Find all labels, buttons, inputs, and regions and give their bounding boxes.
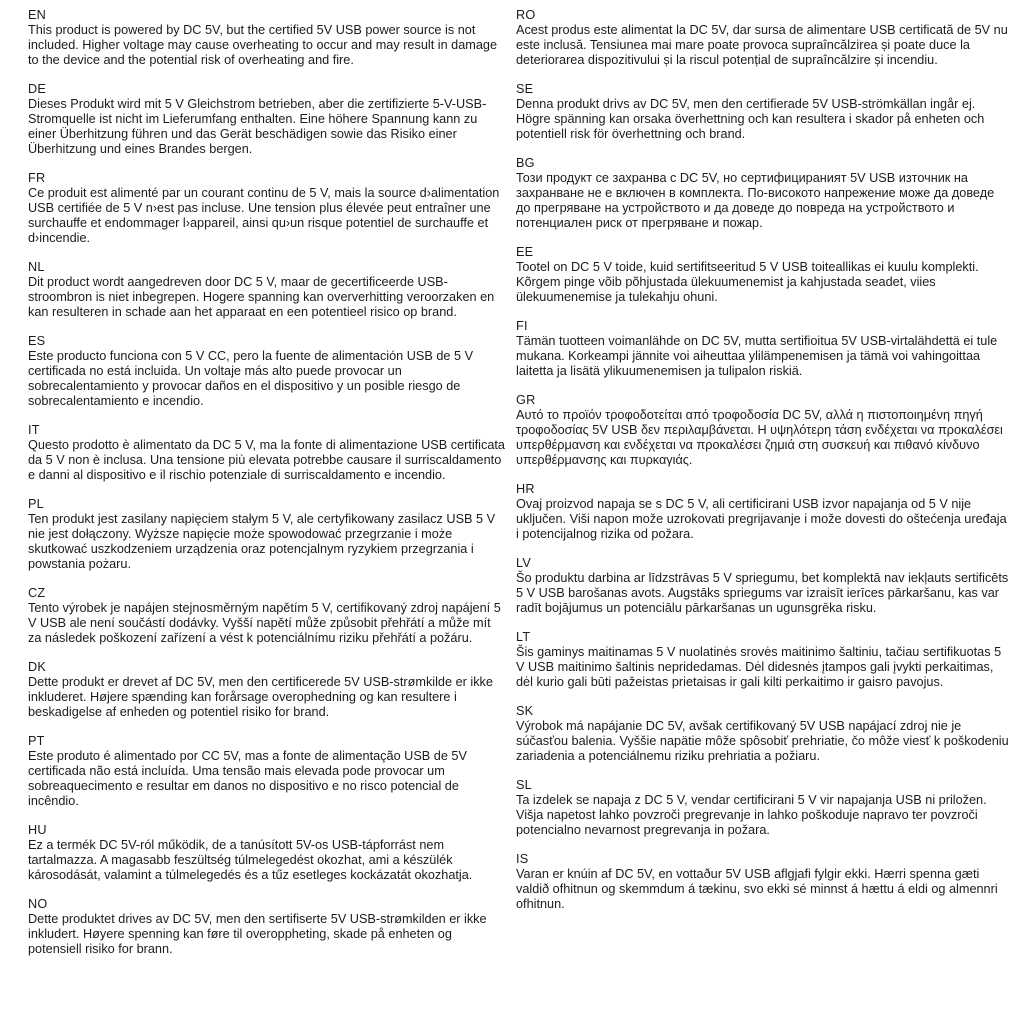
lang-text-cz: Tento výrobek je napájen stejnosměrným napětím 5 V, certifikovaný zdroj napájení 5 V USB ale není součástí dodávky. Vyšší napětí může způsobit přehřátí a může mít za následek poškození zařízení a vést k potenciálnímu riziku přehřátí a požáru. xyxy=(28,601,501,645)
lang-code-ro: RO xyxy=(516,8,536,22)
lang-code-bg: BG xyxy=(516,156,535,170)
lang-block-es xyxy=(28,334,506,409)
lang-code-se: SE xyxy=(516,82,534,96)
lang-text-lt: Šis gaminys maitinamas 5 V nuolatinės srovės maitinimo šaltiniu, tačiau sertifikuotas 5 V USB maitinimo šaltinis nepridedamas. Dėl didesnės įtampos gali įvykti perkaitimas, dėl kurio gali būti pažeistas prietaisas ir gali kilti perkaitimo ir gaisro pavojus. xyxy=(516,645,1002,689)
lang-text-en: This product is powered by DC 5V, but the certified 5V USB power source is not included. Higher voltage may cause overheating to occur and may result in damage to the device and the potential risk of overheating and fire. xyxy=(28,23,497,67)
lang-block-fi xyxy=(516,319,1010,379)
lang-block-dk xyxy=(28,660,506,720)
lang-code-en: EN xyxy=(28,8,47,22)
lang-code-pt: PT xyxy=(28,734,45,748)
lang-text-ee: Tootel on DC 5 V toide, kuid sertifitseeritud 5 V USB toiteallikas ei kuulu komplekti. Kõrgem pinge võib põhjustada ülekuumenemist ja kahjustada seadet, viies ülekuumenemise ja tulekahju ohuni. xyxy=(516,260,979,304)
lang-text-dk: Dette produkt er drevet af DC 5V, men den certificerede 5V USB-strømkilde er ikke inkluderet. Højere spænding kan forårsage overophedning og kan resultere i beskadigelse af enheden og potentiel risiko for brand. xyxy=(28,675,493,719)
lang-block-fr xyxy=(28,171,506,246)
lang-block-de xyxy=(28,82,506,157)
lang-block-sl xyxy=(516,778,1010,838)
lang-block-lv xyxy=(516,556,1010,616)
lang-code-lv: LV xyxy=(516,556,531,570)
lang-text-nl: Dit product wordt aangedreven door DC 5 V, maar de gecertificeerde USB-stroombron is niet inbegrepen. Hogere spanning kan oververhitting veroorzaken en kan resulteren in schade aan het apparaat en een potentieel risico op brand. xyxy=(28,275,495,319)
lang-text-se: Denna produkt drivs av DC 5V, men den certifierade 5V USB-strömkällan ingår ej. Högre spänning kan orsaka överhettning och kan resultera i skador på enheten och potentiell risk för överhettning och brand. xyxy=(516,97,985,141)
lang-text-no: Dette produktet drives av DC 5V, men den sertifiserte 5V USB-strømkilden er ikke inkludert. Høyere spenning kan føre til overoppheting, skade på enheten og potensiell risiko for brann. xyxy=(28,912,487,956)
lang-block-it xyxy=(28,423,506,483)
lang-block-hr xyxy=(516,482,1010,542)
lang-text-fr: Ce produit est alimenté par un courant continu de 5 V, mais la source d›alimentation USB certifiée de 5 V n›est pas incluse. Une tension plus élevée peut entraîner une surchauffe et endommager l›appareil, ainsi qu›un risque potentiel de surchauffe et d›incendie. xyxy=(28,186,500,245)
lang-code-cz: CZ xyxy=(28,586,46,600)
lang-block-cz xyxy=(28,586,506,646)
lang-block-sk xyxy=(516,704,1010,764)
lang-code-lt: LT xyxy=(516,630,531,644)
lang-code-fi: FI xyxy=(516,319,528,333)
lang-block-lt xyxy=(516,630,1010,690)
lang-block-hu xyxy=(28,823,506,883)
lang-code-dk: DK xyxy=(28,660,47,674)
lang-text-fi: Tämän tuotteen voimanlähde on DC 5V, mutta sertifioitua 5V USB-virtalähdettä ei tule mukana. Korkeampi jännite voi aiheuttaa ylilämpenemisen ja tämä voi vahingoittaa laitetta ja lisätä ylikuumenemisen ja tulipalon riskiä. xyxy=(516,334,998,378)
lang-block-gr xyxy=(516,393,1010,468)
lang-text-hr: Ovaj proizvod napaja se s DC 5 V, ali certificirani USB izvor napajanja od 5 V nije uključen. Viši napon može uzrokovati pregrijavanje i može dovesti do oštećenja uređaja i potencijalnog rizika od požara. xyxy=(516,497,1007,541)
lang-text-de: Dieses Produkt wird mit 5 V Gleichstrom betrieben, aber die zertifizierte 5-V-USB-Stromquelle ist nicht im Lieferumfang enthalten. Eine höhere Spannung kann zu einer Überhitzung führen und das Gerät beschädigen sowie das Risiko einer Überhitzung und eines Brandes bergen. xyxy=(28,97,487,156)
lang-code-fr: FR xyxy=(28,171,46,185)
lang-text-sk: Výrobok má napájanie DC 5V, avšak certifikovaný 5V USB napájací zdroj nie je súčasťou balenia. Vyššie napätie môže spôsobiť prehriatie, čo môže viesť k poškodeniu zariadenia a potenciálnemu riziku prehriatia a požiaru. xyxy=(516,719,1009,763)
lang-code-hu: HU xyxy=(28,823,47,837)
lang-code-hr: HR xyxy=(516,482,535,496)
lang-text-ro: Acest produs este alimentat la DC 5V, dar sursa de alimentare USB certificată de 5V nu este inclusă. Tensiunea mai mare poate provoca supraîncălzirea și poate duce la deteriorarea dispozitivului și la riscul potențial de supraîncălzire și incendiu. xyxy=(516,23,1008,67)
lang-text-es: Este producto funciona con 5 V CC, pero la fuente de alimentación USB de 5 V certificada no está incluida. Un voltaje más alto puede provocar un sobrecalentamiento y provocar daños en el dispositivo y un posible riesgo de sobrecalentamiento e incendio. xyxy=(28,349,474,408)
lang-block-ro xyxy=(516,8,1010,68)
lang-code-sl: SL xyxy=(516,778,532,792)
lang-code-ee: EE xyxy=(516,245,534,259)
lang-code-gr: GR xyxy=(516,393,536,407)
lang-text-lv: Šo produktu darbina ar līdzstrāvas 5 V spriegumu, bet komplektā nav iekļauts sertificēts 5 V USB barošanas avots. Augstāks spriegums var izraisīt ierīces pārkaršanu, kas var radīt bojājumus un potenciālu pārkaršanas un ugunsgrēka risku. xyxy=(516,571,1009,615)
lang-text-it: Questo prodotto è alimentato da DC 5 V, ma la fonte di alimentazione USB certificata da 5 V non è inclusa. Una tensione più elevata potrebbe causare il surriscaldamento e danni al dispositivo e il rischio potenziale di surriscaldamento e incendio. xyxy=(28,438,505,482)
lang-text-sl: Ta izdelek se napaja z DC 5 V, vendar certificirani 5 V vir napajanja USB ni priložen. Višja napetost lahko povzroči pregrevanje in lahko poškoduje napravo ter povzroči potencialno nevarnost pregrevanja in požara. xyxy=(516,793,987,837)
right-column xyxy=(516,8,1010,971)
lang-block-pl xyxy=(28,497,506,572)
lang-text-gr: Αυτό το προϊόν τροφοδοτείται από τροφοδοσία DC 5V, αλλά η πιστοποιημένη πηγή τροφοδοσίας 5V USB δεν περιλαμβάνεται. Η υψηλότερη τάση ενδέχεται να προκαλέσει υπερθέρμανση και ενδέχεται να προκαλέσει ζημιά στη συσκευή και πιθανό κίνδυνο υπερθέρμανσης και πυρκαγιάς. xyxy=(516,408,1003,467)
lang-block-ee xyxy=(516,245,1010,305)
lang-block-pt xyxy=(28,734,506,809)
lang-block-no xyxy=(28,897,506,957)
lang-block-se xyxy=(516,82,1010,142)
lang-text-pt: Este produto é alimentado por CC 5V, mas a fonte de alimentação USB de 5V certificada não está incluída. Uma tensão mais elevada pode provocar um sobreaquecimento e resultar em danos no dispositivo e no risco potencial de incêndio. xyxy=(28,749,467,808)
lang-code-no: NO xyxy=(28,897,48,911)
lang-text-pl: Ten produkt jest zasilany napięciem stałym 5 V, ale certyfikowany zasilacz USB 5 V nie jest dołączony. Wyższe napięcie może spowodować przegrzanie i może skutkować uszkodzeniem urządzenia oraz potencjalnym ryzykiem przegrzania i powstania pożaru. xyxy=(28,512,496,571)
lang-block-bg xyxy=(516,156,1010,231)
lang-text-hu: Ez a termék DC 5V-ról működik, de a tanúsított 5V-os USB-tápforrást nem tartalmazza. A magasabb feszültség túlmelegedést okozhat, ami a készülék károsodását, valamint a túlmelegedés és a tűz esetleges kockázatát okozhatja. xyxy=(28,838,473,882)
lang-code-pl: PL xyxy=(28,497,44,511)
lang-code-it: IT xyxy=(28,423,40,437)
lang-text-bg: Този продукт се захранва с DC 5V, но сертифицираният 5V USB източник на захранване не е включен в комплекта. По-високото напрежение може да доведе до прегряване на устройството и да доведе до повреда на устройството и потенциален риск от прегряване и пожар. xyxy=(516,171,995,230)
lang-code-es: ES xyxy=(28,334,46,348)
lang-code-de: DE xyxy=(28,82,47,96)
lang-code-is: IS xyxy=(516,852,529,866)
lang-block-en xyxy=(28,8,506,68)
lang-code-sk: SK xyxy=(516,704,534,718)
lang-block-is xyxy=(516,852,1010,912)
lang-text-is: Varan er knúin af DC 5V, en vottaður 5V USB aflgjafi fylgir ekki. Hærri spenna gæti valdið ofhitnun og skemmdum á tækinu, svo ekki sé minnst á hættu á eldi og almennri ofhitnun. xyxy=(516,867,998,911)
lang-code-nl: NL xyxy=(28,260,45,274)
left-column xyxy=(28,8,506,971)
lang-block-nl xyxy=(28,260,506,320)
